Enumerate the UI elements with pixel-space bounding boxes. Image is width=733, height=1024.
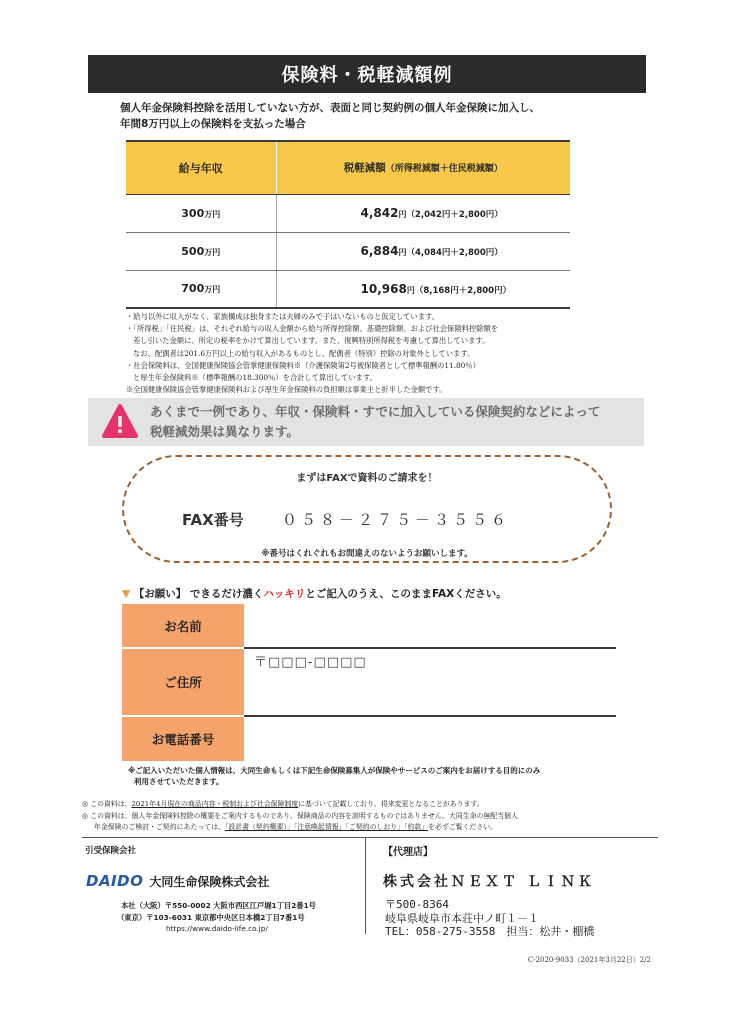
contact-form [122,604,616,763]
note-line: ・社会保険料は、全国健康保険協会管掌健康保険料※（介護保険第2号被保険者として標準報酬の11.80％） [126,360,480,370]
name-label: お名前 [122,604,244,648]
footnote-line [82,799,652,811]
header-reduction-label: 税軽減額 [343,162,386,175]
intro-line-1: 個人年金保険料控除を活用していない方が、表面と同じ契約例の個人年金保険に加入し、 [120,102,540,114]
form-row-phone [122,716,616,762]
footnote-underlined: 2021年4月現在の商品内容・税制および社会保障制度 [131,800,299,808]
salary-unit: 万円 [204,285,221,295]
note-line: ※全国健康保険協会管掌健康保険料および厚生年金保険料の負担額は事業主と折半した金額です。 [126,385,447,395]
warning-line-1: あくまで一例であり、年収・保険料・すでに加入している保険契約などによって [150,404,601,419]
insurer-logo [86,872,269,890]
table-row [126,270,570,308]
footnote-text: を必ずご覧ください。 [428,823,498,831]
header-reduction [276,141,570,194]
fax-note: ※番号はくれぐれもお間違えのないようお願いします。 [261,549,473,559]
privacy-line-2: 利用させていただきます。 [134,777,224,786]
intro-text [120,100,640,132]
request-text-pre: 【お願い】 できるだけ濃く [133,588,264,600]
phone-field[interactable] [244,716,616,762]
footnote-line: ◎ この資料は、個人年金保険料控除の概要をご案内するものであり、保険商品の内容を説明するものではありません。大同生命の無配当個人 [82,811,518,820]
name-field[interactable] [244,604,616,648]
reduction-unit: 円 [398,248,407,257]
salary-value: 300 [181,206,205,220]
address-postal-hint: 〒□□□-□□□□ [254,655,367,670]
header-reduction-detail: （所得税減額＋住民税減額） [385,164,503,175]
page-title: 保険料・税軽減額例 [88,55,646,93]
reduction-unit: 円 [398,210,407,219]
triangle-down-icon: ▼ [122,588,131,600]
salary-unit: 万円 [204,209,221,219]
reduction-total: 4,842 [360,206,399,220]
agent-zip: 〒500-8364 [385,898,449,911]
note-line: ・「所得税」「住民税」は、それぞれ給与の収入金額から給与所得控除額、基礎控除額、および社会保険料控除額を [126,324,499,334]
warning-box [88,398,644,446]
salary-unit: 万円 [204,247,221,257]
table-row [126,232,570,270]
request-text-post: とご記入のうえ、このままFAXください。 [305,588,507,600]
reduction-total: 10,968 [360,281,407,296]
warning-icon [100,402,140,442]
fax-number: ０５８－２７５－３５５６ [282,511,511,529]
footnote-text: 年金保険のご検討・ご契約にあたっては、 [94,823,225,831]
agent-name: 株式会社ＮＥＸＴ ＬＩＮＫ [383,874,595,890]
tax-reduction-table [126,140,570,309]
agent-address: 岐阜県岐阜市本荘中ノ町１－１ [385,911,539,925]
footnote-text: ◎ この資料は、 [82,800,132,808]
footnote-text: に基づいて記載しており、将来変更となることがあります。 [298,800,484,808]
address-field[interactable] [244,648,616,716]
agent-contact [385,898,594,939]
agent-label: 【代理店】 [383,847,433,858]
request-text-emphasis: ハッキリ [263,588,306,600]
warning-text [150,402,600,442]
reduction-breakdown: （2,042円＋2,800円） [406,210,503,220]
reduction-cell [276,194,570,232]
intro-line-2: 年間8万円以上の保険料を支払った場合 [120,118,306,130]
divider [82,837,658,838]
form-row-address [122,648,616,716]
fax-heading: まずはFAXで資料のご請求を！ [296,473,438,484]
table-row [126,194,570,232]
reduction-cell [276,232,570,270]
insurer-address-tokyo: （東京）〒103-6031 東京都中央区日本橋2丁目7番1号 [117,913,305,922]
reduction-cell [276,270,570,308]
warning-line-2: 税軽減効果は異なります。 [150,424,300,439]
footnote-underlined: 「設計書（契約概要）」「注意喚起情報」「ご契約のしおり」「約款」 [224,823,429,831]
address-label: ご住所 [122,648,244,716]
salary-cell [126,232,276,270]
request-heading [122,586,507,601]
divider-vertical [365,838,366,934]
reduction-breakdown: （8,168円＋2,800円） [414,285,512,296]
assumption-notes [126,311,626,396]
salary-value: 700 [181,282,205,296]
footnotes [82,799,652,834]
privacy-notice [128,765,628,787]
insurer-label: 引受保険会社 [85,846,137,856]
reduction-unit: 円 [406,285,415,295]
agent-tel: TEL：058-275-3558 担当：松井・棚橋 [385,925,595,938]
fax-label: FAX番号 [182,511,244,529]
salary-value: 500 [181,244,205,258]
note-line: と厚生年金保険料※（標準報酬の18.300％）を合計して算出しています。 [133,373,377,383]
header-salary: 給与年収 [126,141,276,194]
footnote-line [82,822,652,834]
insurer-url[interactable]: https://www.daido-life.co.jp/ [166,924,268,933]
fax-request-box [122,455,612,563]
table-header-row [126,141,570,194]
document-number: C-2020-9033（2021年3月22日）2/2 [527,956,651,964]
daido-logo-icon: DAIDO [86,872,144,890]
note-line: 差し引いた金額に、所定の税率をかけて算出しています。また、復興特別所得税を考慮して算出しています。 [133,336,490,346]
salary-cell [126,194,276,232]
privacy-line-1: ※ご記入いただいた個人情報は、大同生命もしくは下記生命保険募集人が保険やサービスのご案内をお届けする目的にのみ [128,766,541,775]
note-line: なお、配偶者は201.6万円以上の給与収入があるものとし、配偶者（特別）控除の対象外としています。 [133,348,475,358]
reduction-total: 6,884 [360,244,399,258]
phone-label: お電話番号 [122,716,244,762]
salary-cell [126,270,276,308]
reduction-breakdown: （4,084円＋2,800円） [406,248,503,258]
note-line: ・給与以外に収入がなく、家族構成は独身または夫婦のみで子はいないものと仮定しています。 [126,312,440,321]
insurer-name: 大同生命保険株式会社 [149,874,270,889]
form-row-name [122,604,616,648]
insurer-address-osaka: 本社（大阪）〒550-0002 大阪市西区江戸堀1丁目2番1号 [121,901,316,910]
